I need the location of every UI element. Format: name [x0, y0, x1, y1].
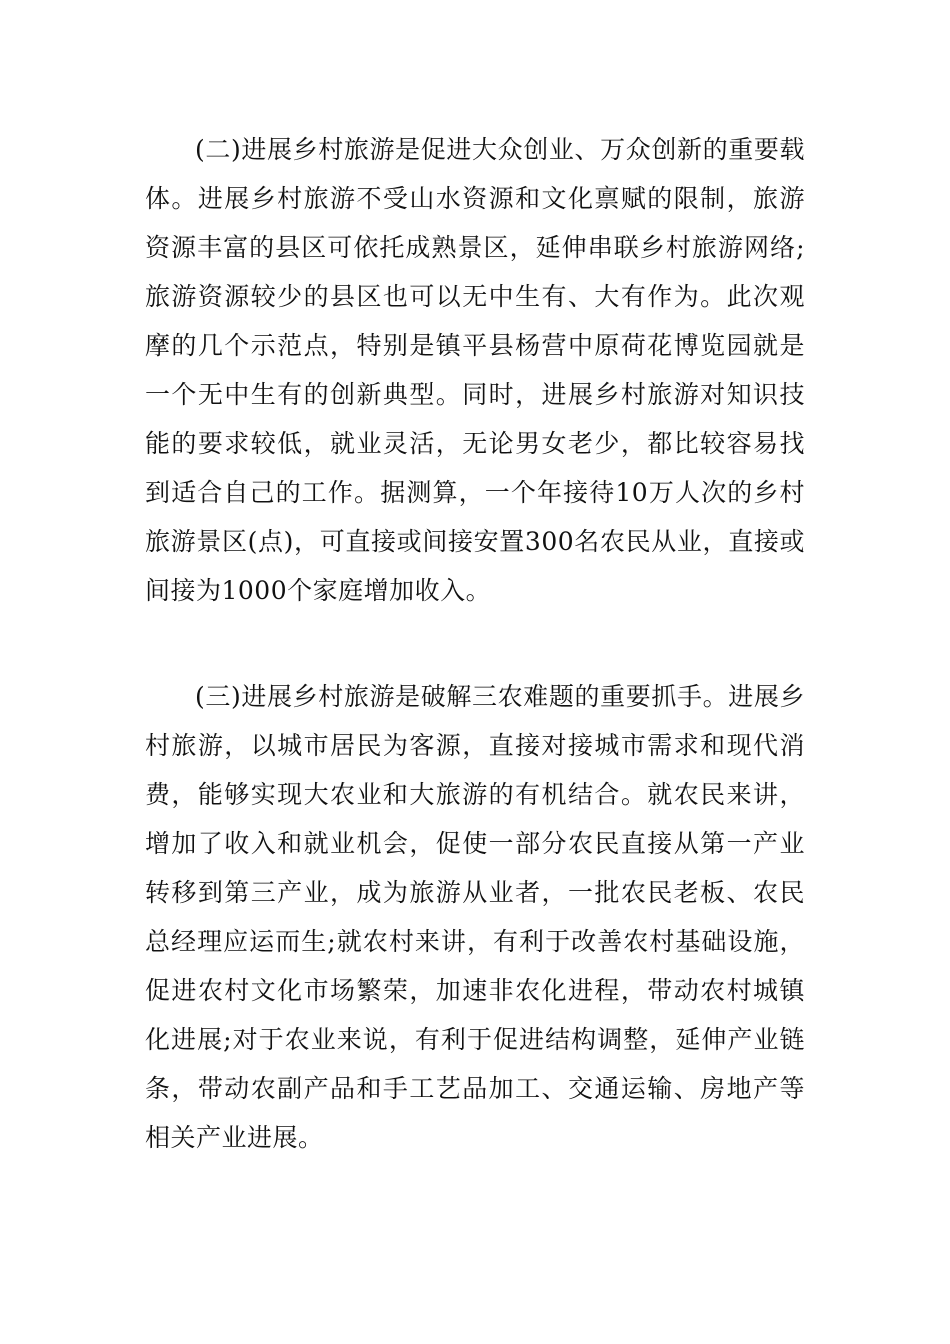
- paragraph-rural-tourism-three-rural-issues: (三)进展乡村旅游是破解三农难题的重要抓手。进展乡村旅游，以城市居民为客源，直接对接城市需求和现代消费，能够实现大农业和大旅游的有机结合。就农民来讲，增加了收入和就业机会，促使一部分农民直接从第一产业转移到第三产业，成为旅游从业者，一批农民老板、农民总经理应运而生;就农村来讲，有利于改善农村基础设施，促进农村文化市场繁荣，加速非农化进程，带动农村城镇化进展;对于农业来说，有利于促进结构调整，延伸产业链条，带动农副产品和手工艺品加工、交通运输、房地产等相关产业进展。: [145, 682, 805, 1152]
- paragraph-rural-tourism-entrepreneurship: (二)进展乡村旅游是促进大众创业、万众创新的重要载体。进展乡村旅游不受山水资源和文化禀赋的限制，旅游资源丰富的县区可依托成熟景区，延伸串联乡村旅游网络;旅游资源较少的县区也可以无中生有、大有作为。此次观摩的几个示范点，特别是镇平县杨营中原荷花博览园就是一个无中生有的创新典型。同时，进展乡村旅游对知识技能的要求较低，就业灵活，无论男女老少，都比较容易找到适合自己的工作。据测算，一个年接待10万人次的乡村旅游景区(点)，可直接或间接安置300名农民从业，直接或间接为1000个家庭增加收入。: [145, 135, 805, 605]
